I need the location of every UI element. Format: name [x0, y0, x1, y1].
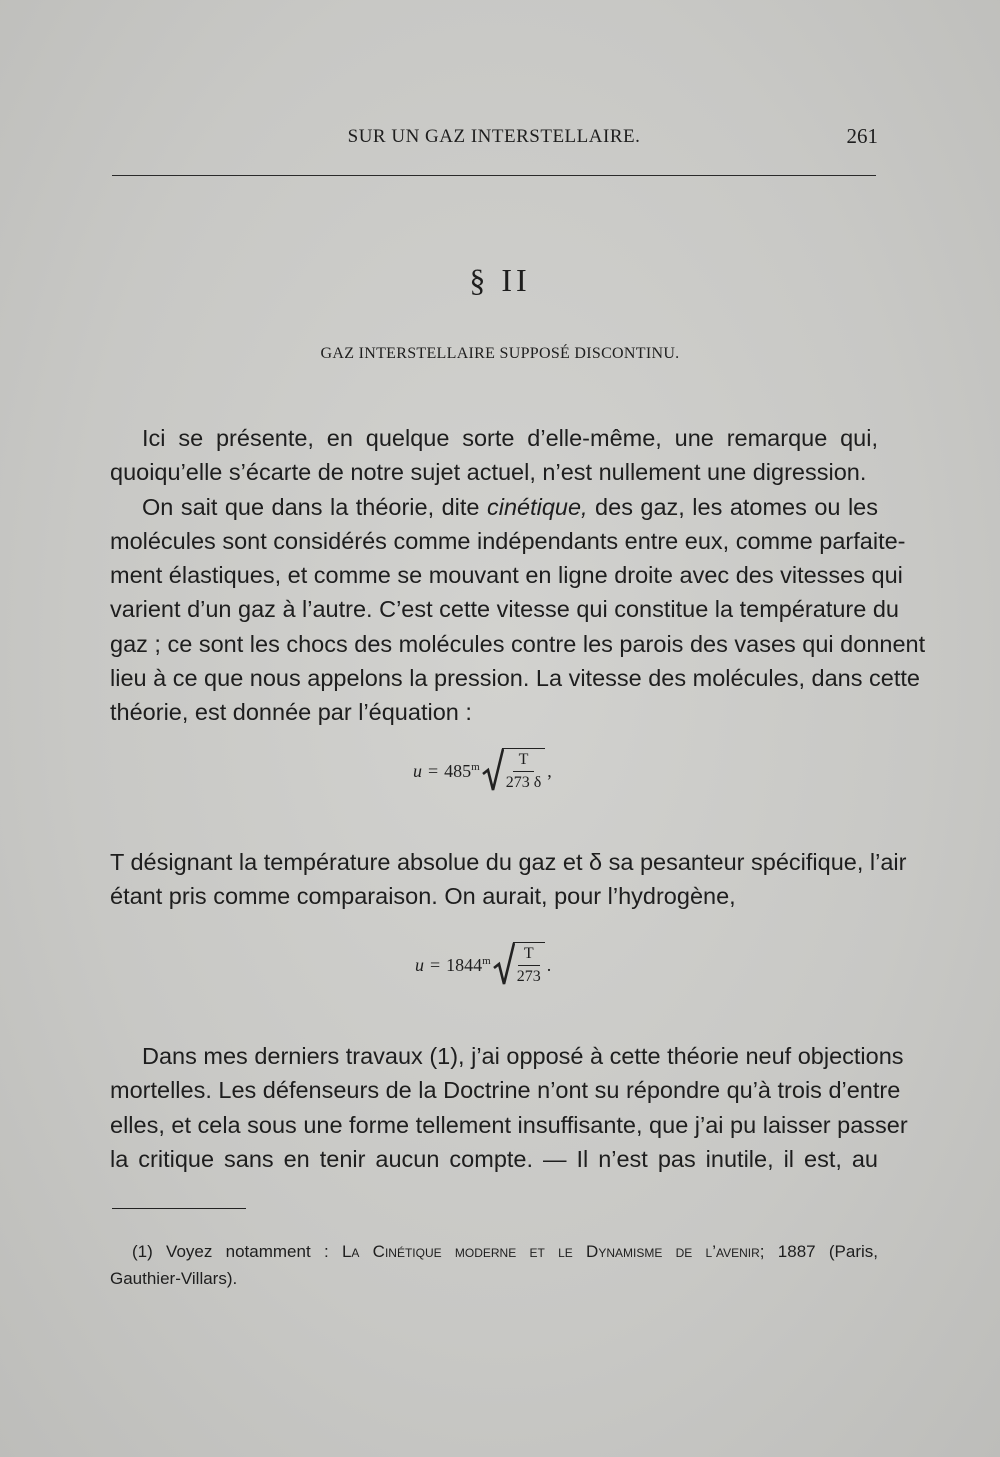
- text-line: gaz ; ce sont les chocs des molécules contre les parois des vases qui donnent: [110, 630, 926, 657]
- running-head: [110, 122, 878, 152]
- text-line: T désignant la température absolue du gaz et δ sa pesanteur spécifique, l’air: [110, 849, 907, 875]
- header-rule: [112, 175, 876, 176]
- fraction-denominator: 273: [516, 968, 541, 985]
- equation-punctuation: ,: [547, 760, 552, 781]
- text-run: des gaz, les atomes ou les: [587, 493, 879, 520]
- equation-fraction: [502, 748, 546, 794]
- text-line: étant pris comme comparaison. On aurait, pour l’hydrogène,: [110, 883, 736, 910]
- square-root-icon: [482, 748, 504, 794]
- running-title: SUR UN GAZ INTERSTELLAIRE.: [347, 126, 641, 147]
- footnote-line: Gauthier-Villars).: [110, 1269, 238, 1288]
- text-line: mortelles. Les défenseurs de la Doctrine n’ont su répondre qu’à trois d’entre: [110, 1077, 901, 1104]
- equation-fraction: [513, 942, 545, 988]
- text-line: Ici se présente, en quelque sorte d’elle-même, une remarque qui,: [142, 425, 878, 451]
- paragraph-definition: [110, 845, 907, 914]
- paragraph-objections: [110, 1039, 908, 1176]
- text-line: molécules sont considérés comme indépendants entre eux, comme parfaite-: [110, 527, 906, 554]
- text-line: elles, et cela sous une forme tellement insuffisante, que j’ai pu laisser passer: [110, 1111, 908, 1138]
- equation-equals: =: [428, 760, 439, 781]
- equation-variable: u: [415, 954, 424, 975]
- page-number: 261: [846, 124, 878, 148]
- equation-equals: =: [430, 954, 441, 975]
- text-run: On sait que dans la théorie, dite: [142, 493, 487, 520]
- text-line: lieu à ce que nous appelons la pression. La vitesse des molécules, dans cette: [110, 665, 920, 692]
- text-line: quoiqu’elle s’écarte de notre sujet actuel, n’est nullement une digression.: [110, 459, 867, 486]
- footnote-line: (1) Voyez notamment : La Cinétique moderne et le Dynamisme de l’avenir; 1887 (Paris,: [132, 1242, 878, 1261]
- equation-coefficient: 485$^m$: [444, 760, 480, 781]
- text-line: varient d’un gaz à l’autre. C’est cette vitesse qui constitue la température du: [110, 596, 899, 623]
- text-line: Dans mes derniers travaux (1), j’ai opposé à cette théorie neuf objections: [142, 1043, 904, 1069]
- italic-term: cinétique,: [486, 493, 588, 520]
- equation-variable: u: [413, 760, 422, 781]
- footnote-rule: [112, 1208, 246, 1209]
- equation-coefficient: 1844$^m$: [446, 954, 491, 975]
- text-line: théorie, est donnée par l’équation :: [110, 699, 472, 726]
- text-line: la critique sans en tenir aucun compte. — Il n’est pas inutile, il est, au: [110, 1145, 878, 1172]
- text-line: ment élastiques, et comme se mouvant en ligne droite avec des vitesses qui: [110, 562, 903, 589]
- equation-punctuation: .: [546, 954, 552, 975]
- fraction-denominator: 273 δ: [505, 774, 542, 791]
- paragraph-intro: [110, 421, 926, 730]
- footnote-book-title: La Cinétique moderne et le Dynamisme de l’avenir: [341, 1242, 760, 1261]
- section-title: GAZ INTERSTELLAIRE SUPPOSÉ DISCONTINU.: [320, 345, 680, 362]
- section-heading: § II: [469, 262, 531, 298]
- fraction-numerator: T: [518, 943, 540, 966]
- fraction-numerator: T: [513, 749, 535, 772]
- text-line: [110, 490, 878, 524]
- square-root-icon: [493, 942, 515, 988]
- footnote: [110, 1238, 878, 1292]
